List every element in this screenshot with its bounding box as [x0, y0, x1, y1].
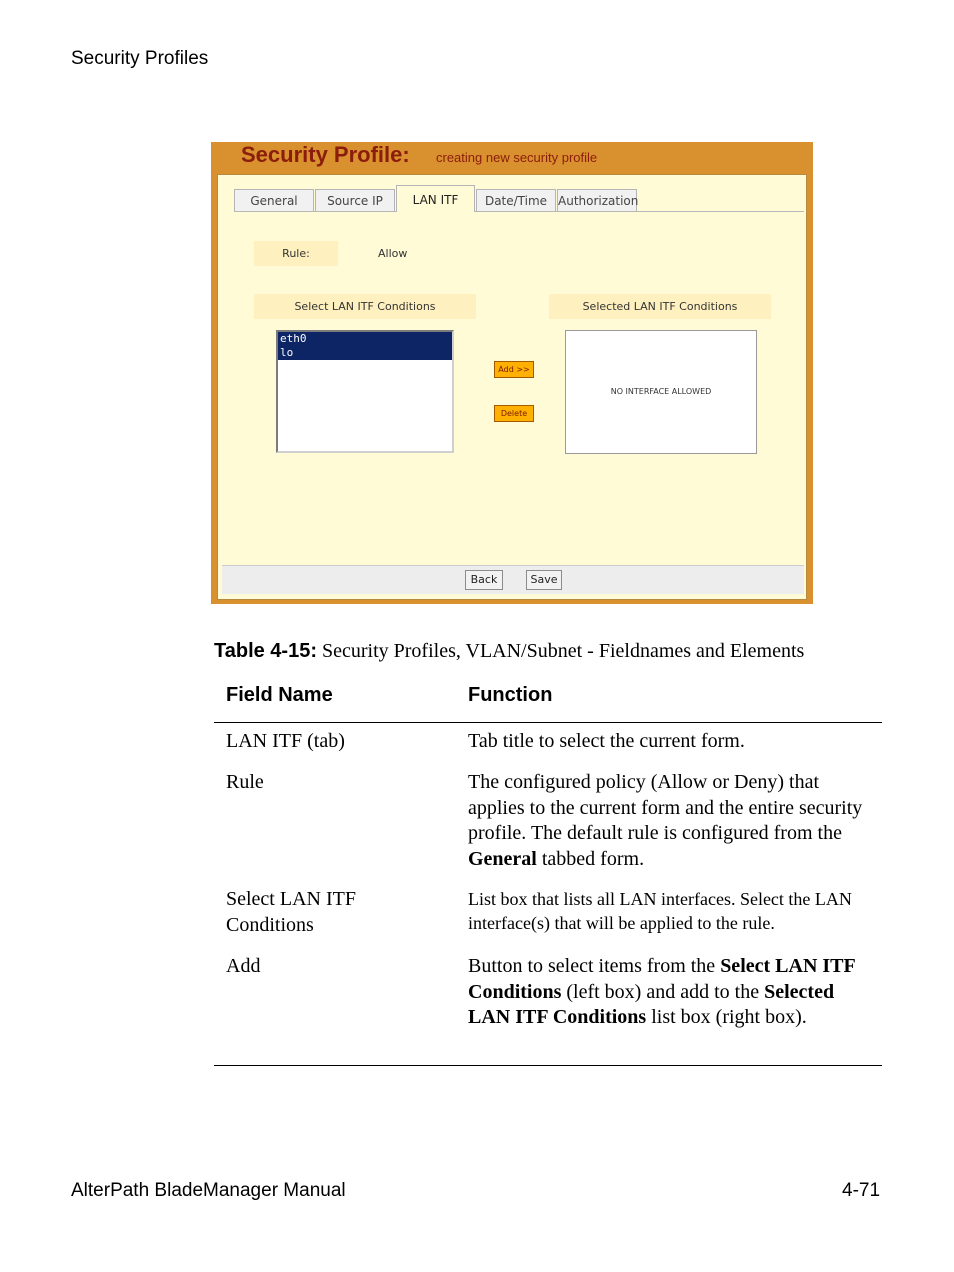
tab-source-ip[interactable]: Source IP: [315, 189, 395, 211]
empty-message: NO INTERFACE ALLOWED: [610, 387, 712, 396]
back-button[interactable]: Back: [465, 570, 503, 590]
tab-general[interactable]: General: [234, 189, 314, 211]
interface-listbox[interactable]: [276, 330, 454, 453]
column-header-function: Function: [468, 684, 553, 706]
column-header-field: Field Name: [226, 684, 333, 706]
row-1-field: LAN ITF (tab): [226, 730, 345, 752]
button-bar: [222, 565, 804, 594]
running-head: Security Profiles: [71, 48, 209, 69]
rule-value: Allow: [378, 247, 408, 260]
selected-conditions-heading: Selected LAN ITF Conditions: [549, 294, 771, 319]
selected-listbox[interactable]: [565, 330, 757, 454]
table-caption: Table 4-15: Security Profiles, VLAN/Subnet - Fieldnames and Elements: [214, 640, 805, 662]
tab-date-time[interactable]: Date/Time: [476, 189, 556, 211]
row-3-field: Select LAN ITF Conditions: [226, 888, 356, 936]
footer-manual-title: AlterPath BladeManager Manual: [71, 1180, 346, 1201]
form-area: [217, 174, 807, 600]
page-number: 4-71: [842, 1180, 881, 1201]
add-button[interactable]: Add >>: [494, 361, 534, 378]
delete-button[interactable]: Delete: [494, 405, 534, 422]
row-3-function: List box that lists all LAN interfaces. Select the LAN interface(s) that will be applied to the rule.: [468, 889, 852, 933]
table-bottom-rule: [214, 1065, 882, 1066]
tab-lan-itf[interactable]: LAN ITF: [396, 185, 475, 212]
row-2-field: Rule: [226, 771, 264, 793]
tab-bar: [234, 185, 804, 212]
list-item[interactable]: lo: [278, 346, 452, 360]
panel-title: Security Profile:: [241, 142, 410, 167]
security-profile-screenshot: [211, 142, 813, 604]
row-2-function: The configured policy (Allow or Deny) that applies to the current form and the entire security profile. The default rule is configured from the General tabbed form.: [468, 771, 863, 870]
panel-subtitle: creating new security profile: [436, 150, 598, 165]
row-4-function: Button to select items from the Select LAN ITF Conditions (left box) and add to the Selected LAN ITF Conditions list box (right box).: [468, 955, 855, 1028]
select-conditions-heading: Select LAN ITF Conditions: [254, 294, 476, 319]
list-item[interactable]: eth0: [278, 332, 452, 346]
header-rule: [214, 722, 882, 723]
rule-label: Rule:: [254, 241, 338, 266]
row-1-function: Tab title to select the current form.: [468, 730, 745, 752]
save-button[interactable]: Save: [526, 570, 562, 590]
row-4-field: Add: [226, 955, 261, 977]
tab-authorization[interactable]: Authorization: [557, 189, 637, 211]
